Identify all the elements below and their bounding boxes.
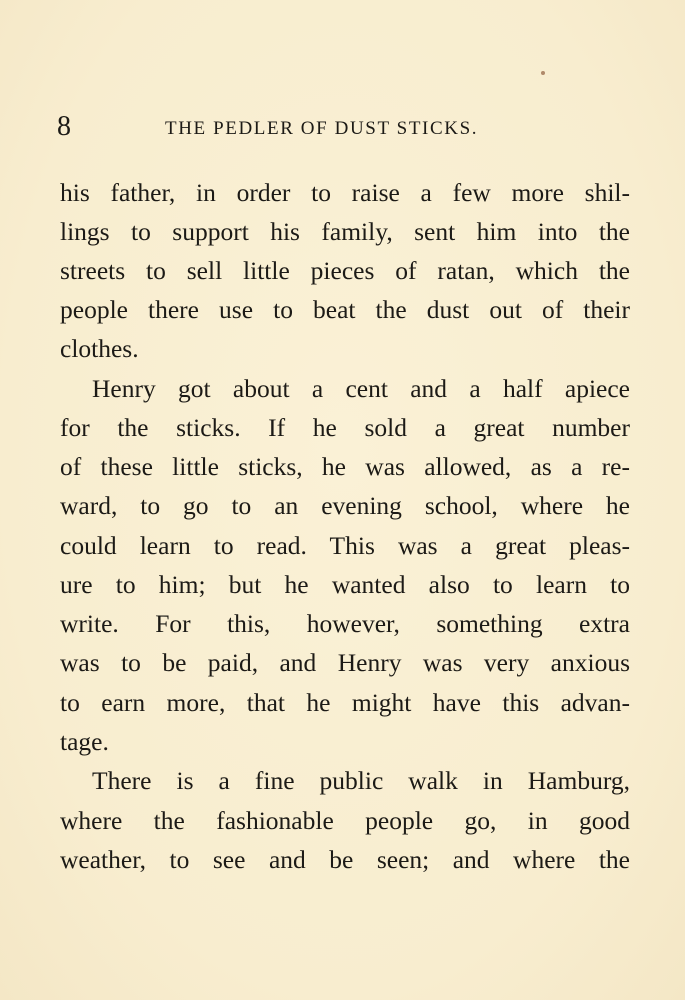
page-number: 8 [57,111,71,142]
text-line: tage. [60,727,109,756]
text-line: weather, to see and be seen; and where the [60,845,630,874]
text-line: ward, to go to an evening school, where he [60,491,630,520]
paragraph-first-line: There is a fine public walk in Hamburg, [92,766,630,795]
text-line: lings to support his family, sent him into the [60,217,630,246]
text-line: for the sticks. If he sold a great number [60,413,630,442]
text-line: where the fashionable people go, in good [60,806,630,835]
text-line: clothes. [60,334,139,363]
text-line: streets to sell little pieces of ratan, which the [60,256,630,285]
text-line: ure to him; but he wanted also to learn to [60,570,630,599]
ink-speck [541,71,545,75]
text-line: to earn more, that he might have this advan- [60,688,630,717]
text-line: was to be paid, and Henry was very anxious [60,648,630,677]
running-title: THE PEDLER OF DUST STICKS. [165,118,479,139]
text-line: his father, in order to raise a few more shil- [60,178,630,207]
paragraph-first-line: Henry got about a cent and a half apiece [92,374,630,403]
text-line: could learn to read. This was a great pleas- [60,531,630,560]
text-line: write. For this, however, something extra [60,609,630,638]
text-line: people there use to beat the dust out of their [60,295,630,324]
text-line: of these little sticks, he was allowed, as a re- [60,452,630,481]
